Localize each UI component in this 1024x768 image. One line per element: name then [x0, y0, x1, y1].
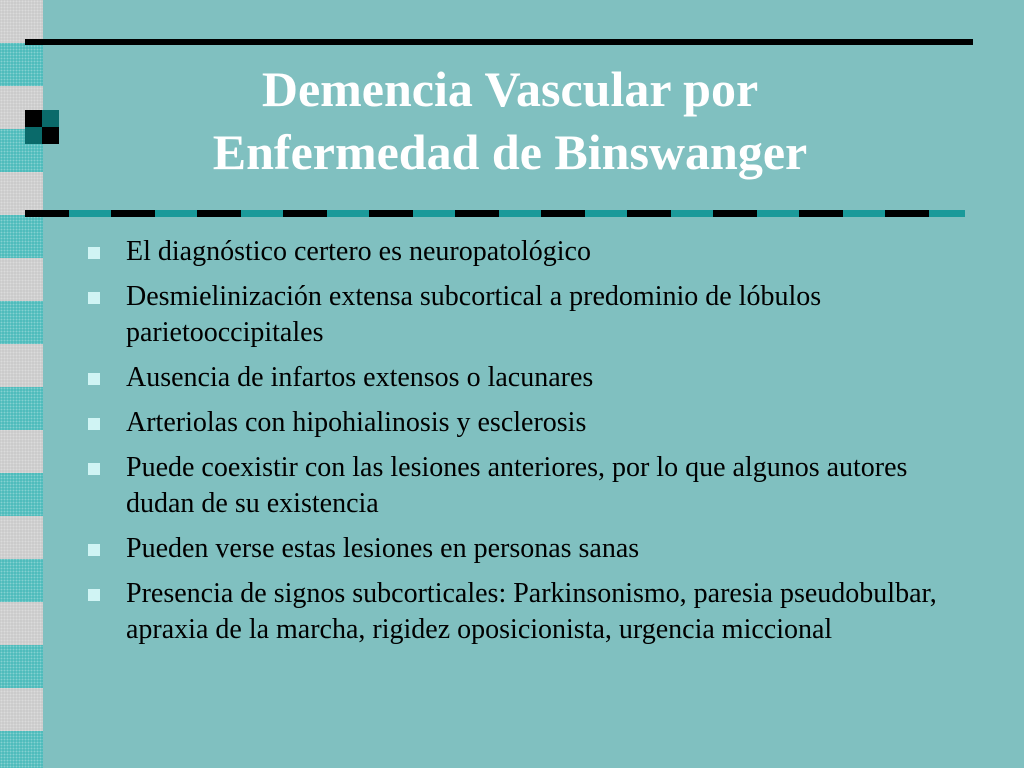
- slide-title-line-2: Enfermedad de Binswanger: [212, 124, 808, 180]
- bullet-square-icon: [88, 463, 100, 475]
- title-square-icon: [25, 110, 59, 144]
- bullet-list: [88, 234, 968, 657]
- slide-title-line-1: Demencia Vascular por: [261, 61, 759, 117]
- top-rule-line: [25, 39, 973, 45]
- bullet-square-icon: [88, 247, 100, 259]
- bullet-square-icon: [88, 373, 100, 385]
- bullet-square-icon: [88, 589, 100, 601]
- bullet-item: [88, 405, 968, 441]
- bullet-item: [88, 450, 968, 522]
- bullet-item: [88, 576, 968, 648]
- bullet-text: Desmielinización extensa subcortical a predominio de lóbulos parietooccipitales: [126, 281, 822, 348]
- bullet-text: Arteriolas con hipohialinosis y esclerosis: [126, 407, 587, 438]
- bullet-item: [88, 279, 968, 351]
- bullet-item: [88, 360, 968, 396]
- bullet-square-icon: [88, 544, 100, 556]
- bullet-text: Presencia de signos subcorticales: Parkinsonismo, paresia pseudobulbar, apraxia de la marcha, rigidez oposicionista, urgencia miccional: [126, 578, 937, 645]
- dashed-divider: [25, 210, 965, 217]
- bullet-square-icon: [88, 418, 100, 430]
- bullet-item: [88, 531, 968, 567]
- bullet-square-icon: [88, 292, 100, 304]
- bullet-text: Ausencia de infartos extensos o lacunares: [126, 362, 594, 393]
- bullet-text: Pueden verse estas lesiones en personas sanas: [126, 533, 640, 564]
- bullet-text: El diagnóstico certero es neuropatológico: [126, 236, 591, 267]
- slide-title: [60, 58, 960, 184]
- bullet-item: [88, 234, 968, 270]
- bullet-text: Puede coexistir con las lesiones anteriores, por lo que algunos autores dudan de su existencia: [126, 452, 908, 519]
